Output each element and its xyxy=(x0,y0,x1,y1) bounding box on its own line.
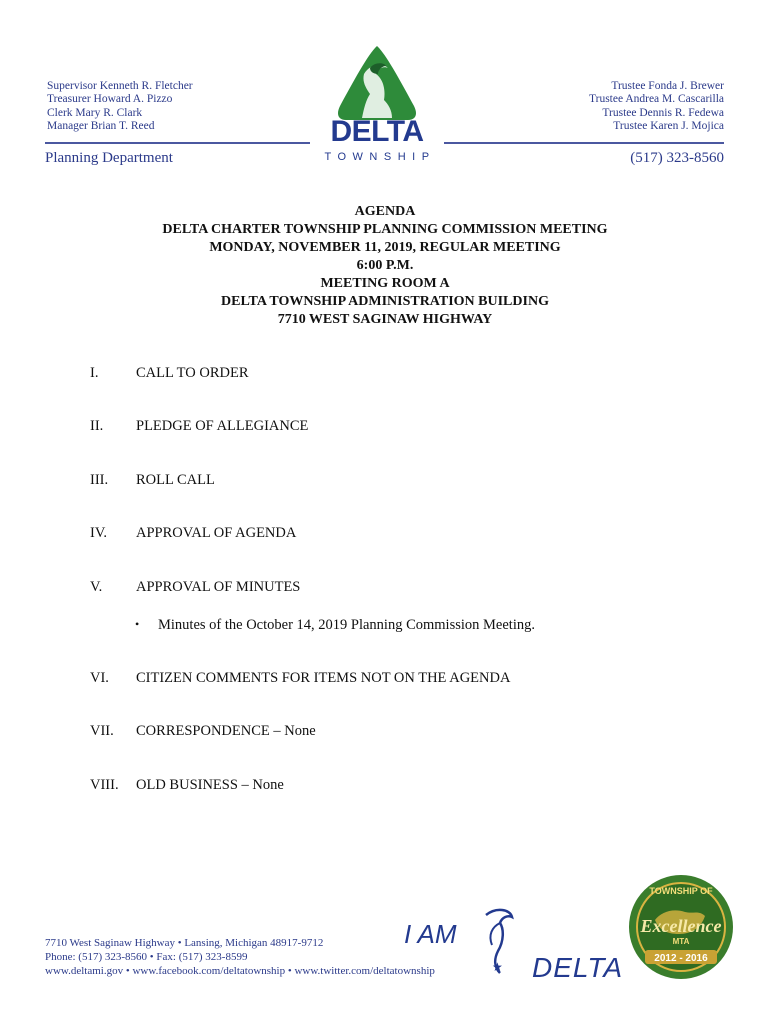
footer-address: 7710 West Saginaw Highway • Lansing, Michigan 48917-9712 xyxy=(45,937,324,949)
officials-right xyxy=(589,80,724,134)
seal-mid-text: Excellence xyxy=(640,916,722,936)
agenda-item-number: VIII. xyxy=(90,777,119,793)
meeting-name: DELTA CHARTER TOWNSHIP PLANNING COMMISSION MEETING xyxy=(162,222,608,237)
agenda-item-number: I. xyxy=(90,365,99,381)
iam-delta-text: DELTA xyxy=(532,952,624,983)
official-trustee-4: Trustee Karen J. Mojica xyxy=(613,120,724,133)
department-phone: (517) 323-8560 xyxy=(630,150,724,166)
official-supervisor: Supervisor Kenneth R. Fletcher xyxy=(47,80,193,92)
officials-left xyxy=(47,80,193,134)
footer-contact xyxy=(45,936,435,978)
delta-township-logo-icon xyxy=(318,44,436,168)
agenda-title-block xyxy=(0,203,770,329)
header-rule-right xyxy=(444,142,724,144)
official-trustee-3: Trustee Dennis R. Fedewa xyxy=(602,106,724,119)
agenda-item-number: V. xyxy=(90,579,103,595)
official-trustee-1: Trustee Fonda J. Brewer xyxy=(611,80,724,92)
agenda-item-text: CORRESPONDENCE – None xyxy=(136,723,316,739)
logo-wordmark: DELTA xyxy=(330,115,424,148)
iam-text: I AM xyxy=(404,919,457,949)
agenda-item-number: VI. xyxy=(90,670,109,686)
agenda-item-text: APPROVAL OF AGENDA xyxy=(136,525,297,541)
agenda-item-number: IV. xyxy=(90,525,108,541)
footer-phone-fax: Phone: (517) 323-8560 • Fax: (517) 323-8599 xyxy=(45,951,248,963)
meeting-date: MONDAY, NOVEMBER 11, 2019, REGULAR MEETING xyxy=(209,240,561,255)
agenda-subitem-text: Minutes of the October 14, 2019 Planning Commission Meeting. xyxy=(158,617,535,633)
agenda-item-text: CITIZEN COMMENTS FOR ITEMS NOT ON THE AGENDA xyxy=(136,670,511,686)
official-clerk: Clerk Mary R. Clark xyxy=(47,106,143,119)
agenda-item-text: CALL TO ORDER xyxy=(136,365,249,381)
official-manager: Manager Brian T. Reed xyxy=(47,120,155,133)
official-trustee-2: Trustee Andrea M. Cascarilla xyxy=(589,93,724,106)
agenda-item-text: ROLL CALL xyxy=(136,472,215,488)
agenda-item-text: PLEDGE OF ALLEGIANCE xyxy=(136,418,309,434)
seal-years-text: 2012 - 2016 xyxy=(654,953,708,964)
agenda-item-number: II. xyxy=(90,418,104,434)
i-am-delta-logo-icon xyxy=(400,905,640,985)
seal-mta-text: MTA xyxy=(672,937,690,946)
meeting-address: 7710 WEST SAGINAW HIGHWAY xyxy=(277,312,493,327)
seal-top-text: TOWNSHIP OF xyxy=(649,886,713,896)
meeting-building: DELTA TOWNSHIP ADMINISTRATION BUILDING xyxy=(221,294,549,309)
meeting-time: 6:00 P.M. xyxy=(356,258,414,273)
agenda-item-text: APPROVAL OF MINUTES xyxy=(136,579,301,595)
township-excellence-seal-icon xyxy=(625,872,737,982)
agenda-heading: AGENDA xyxy=(354,204,416,219)
logo-subtitle: TOWNSHIP xyxy=(324,151,436,163)
bullet-icon: • xyxy=(135,617,140,631)
agenda-item-number: III. xyxy=(90,472,109,488)
department-name: Planning Department xyxy=(45,150,173,166)
svg-text:★: ★ xyxy=(492,960,503,974)
meeting-room: MEETING ROOM A xyxy=(320,276,450,291)
header-rule-left xyxy=(45,142,310,144)
official-treasurer: Treasurer Howard A. Pizzo xyxy=(47,93,173,106)
agenda-item-text: OLD BUSINESS – None xyxy=(136,777,284,793)
footer-links[interactable]: www.deltami.gov • www.facebook.com/deltatownship • www.twitter.com/deltatownship xyxy=(45,965,435,977)
agenda-item-number: VII. xyxy=(90,723,114,739)
